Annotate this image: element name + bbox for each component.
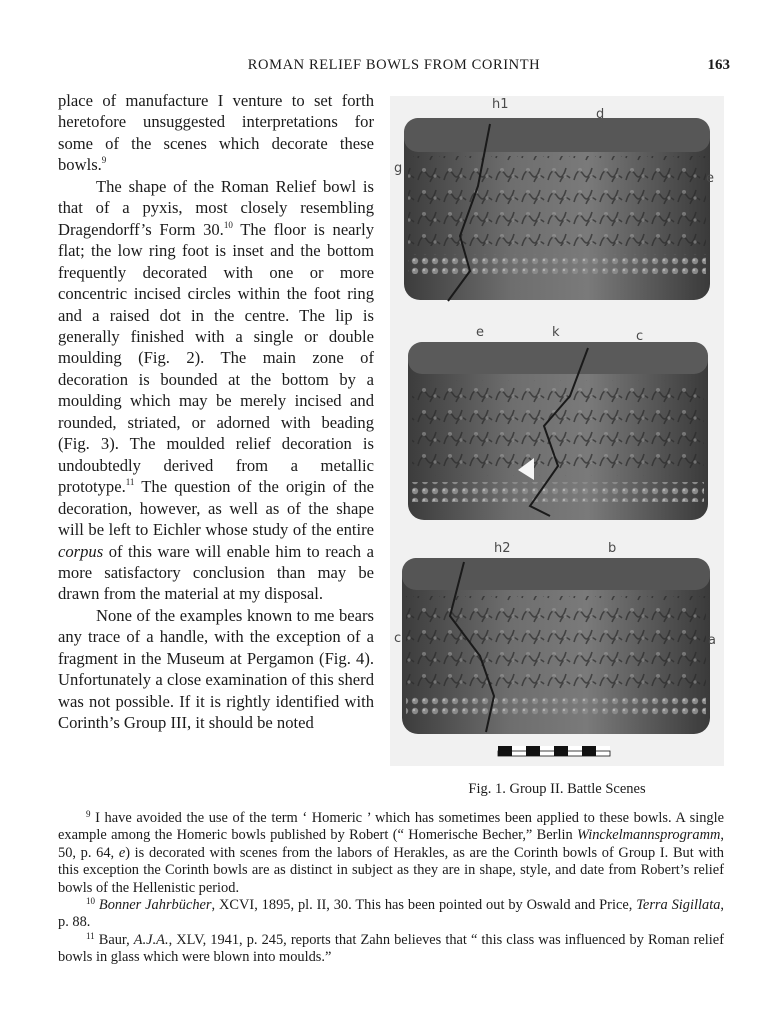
bowl-2-label-k: k <box>552 325 560 340</box>
footnote-9-number: 9 <box>86 809 91 819</box>
bowl-1-label-d: d <box>596 107 605 122</box>
figure-1-photograph <box>390 96 724 766</box>
bowl-1 <box>394 97 714 301</box>
bowls-photo <box>390 96 724 766</box>
footnote-9-italic-b: e <box>118 844 126 861</box>
bowl-3-label-c: c <box>394 631 402 646</box>
footnote-9-text-c: ) is decorated with scenes from the labors of Herakles, as are the Corinth bowls of Group I. But with this exception the Corinth bowls are as distinct in subject as they are in shape, style, and date from Robert’s relief bowls of the Hellenistic period. <box>58 844 725 896</box>
paragraph-2-text-d: of this ware will enable him to reach a more satisfactory conclusion than may be drawn from the material at my disposal. <box>58 541 374 604</box>
footnote-9 <box>58 810 724 897</box>
footnote-10-text-b: , p. 88. <box>58 897 724 931</box>
bowl-2-label-c: c <box>636 329 644 344</box>
bowl-3-label-a: a <box>708 633 716 648</box>
paragraph-1 <box>58 90 374 176</box>
footnote-10-italic-a: Bonner Jahrbücher <box>98 897 212 914</box>
footnote-10-number: 10 <box>86 896 95 907</box>
italic-corpus: corpus <box>58 541 104 561</box>
paragraph-1-text: place of manufacture I venture to set forth heretofore unsuggested interpretations for some of the scenes which decorate these bowls. <box>58 91 374 175</box>
bowl-3-label-h2: h2 <box>494 541 511 556</box>
footnote-9-text-b: , 50, p. 64, <box>58 827 724 861</box>
paragraph-3 <box>58 605 374 734</box>
footnote-10-italic-b: Terra Sigillata <box>636 897 721 914</box>
footnote-ref-10: 10 <box>223 219 233 230</box>
footnote-ref-9: 9 <box>101 155 107 166</box>
bowl-3-label-b: b <box>608 541 617 556</box>
paragraph-2-text-c: The question of the origin of the decoration, however, as well as of the shape will be left to Eichler whose study of the entire <box>58 477 374 540</box>
running-head: ROMAN RELIEF BOWLS FROM CORINTH <box>247 57 541 73</box>
footnote-9-text-a: I have avoided the use of the term ‘ Homeric ’ which has sometimes been applied to these bowls. A single example among the Homeric bowls published by Robert (“ Homerische Becher,” Berlin <box>58 810 724 844</box>
bowl-3 <box>394 541 716 734</box>
bowl-1-label-g: g <box>394 161 403 176</box>
footnote-11 <box>58 932 724 967</box>
bowl-1-label-e: e <box>706 171 714 186</box>
bowl-1-label-h1: h1 <box>492 97 509 112</box>
footnote-ref-11: 11 <box>125 477 135 488</box>
footnote-10 <box>58 897 724 932</box>
main-text-column <box>58 90 374 734</box>
footnotes <box>58 810 724 967</box>
bowl-2-label-e: e <box>476 325 484 340</box>
footnote-9-italic-a: Winckelmannsprogramm <box>577 827 721 844</box>
footnote-11-number: 11 <box>86 930 95 941</box>
footnote-11-italic: A.J.A. <box>133 931 169 948</box>
figure-caption: Fig. 1. Group II. Battle Scenes <box>468 781 646 797</box>
bowl-2 <box>408 325 708 520</box>
paragraph-3-text: None of the examples known to me bears any trace of a handle, with the exception of a fragment in the Museum at Pergamon (Fig. 4). Unfortunately a close examination of this sherd was not possible. If it is rightly identified with Corinth’s Group III, it should be noted <box>58 605 374 733</box>
page-number: 163 <box>707 57 730 73</box>
paragraph-2-text-a: The shape of the Roman Relief bowl is that of a pyxis, most closely resembling Dragendorff’s Form 30. <box>58 176 374 239</box>
footnote-11-text-b: , XLV, 1941, p. 245, reports that Zahn believes that “ this class was influenced by Roman relief bowls in glass which were blown into moulds.” <box>58 931 724 966</box>
paragraph-2 <box>58 176 374 605</box>
footnote-10-text-a: , XCVI, 1895, pl. II, 30. This has been pointed out by Oswald and Price, <box>211 897 637 914</box>
paragraph-2-text-b: The floor is nearly flat; the low ring foot is inset and the bottom frequently decorated with one or more concentric incised circles within the foot ring and a raised dot in the centre. The lip is generally finished with a single or double moulding (Fig. 2). The main zone of decoration is bounded at the bottom by a moulding which may be merely incised and rounded, striated, or adorned with beading (Fig. 3). The moulded relief decoration is undoubtedly derived from a metallic prototype. <box>58 219 374 497</box>
page-header <box>58 57 730 79</box>
footnote-11-text-a: Baur, <box>94 931 134 948</box>
scale-bar <box>498 746 610 756</box>
